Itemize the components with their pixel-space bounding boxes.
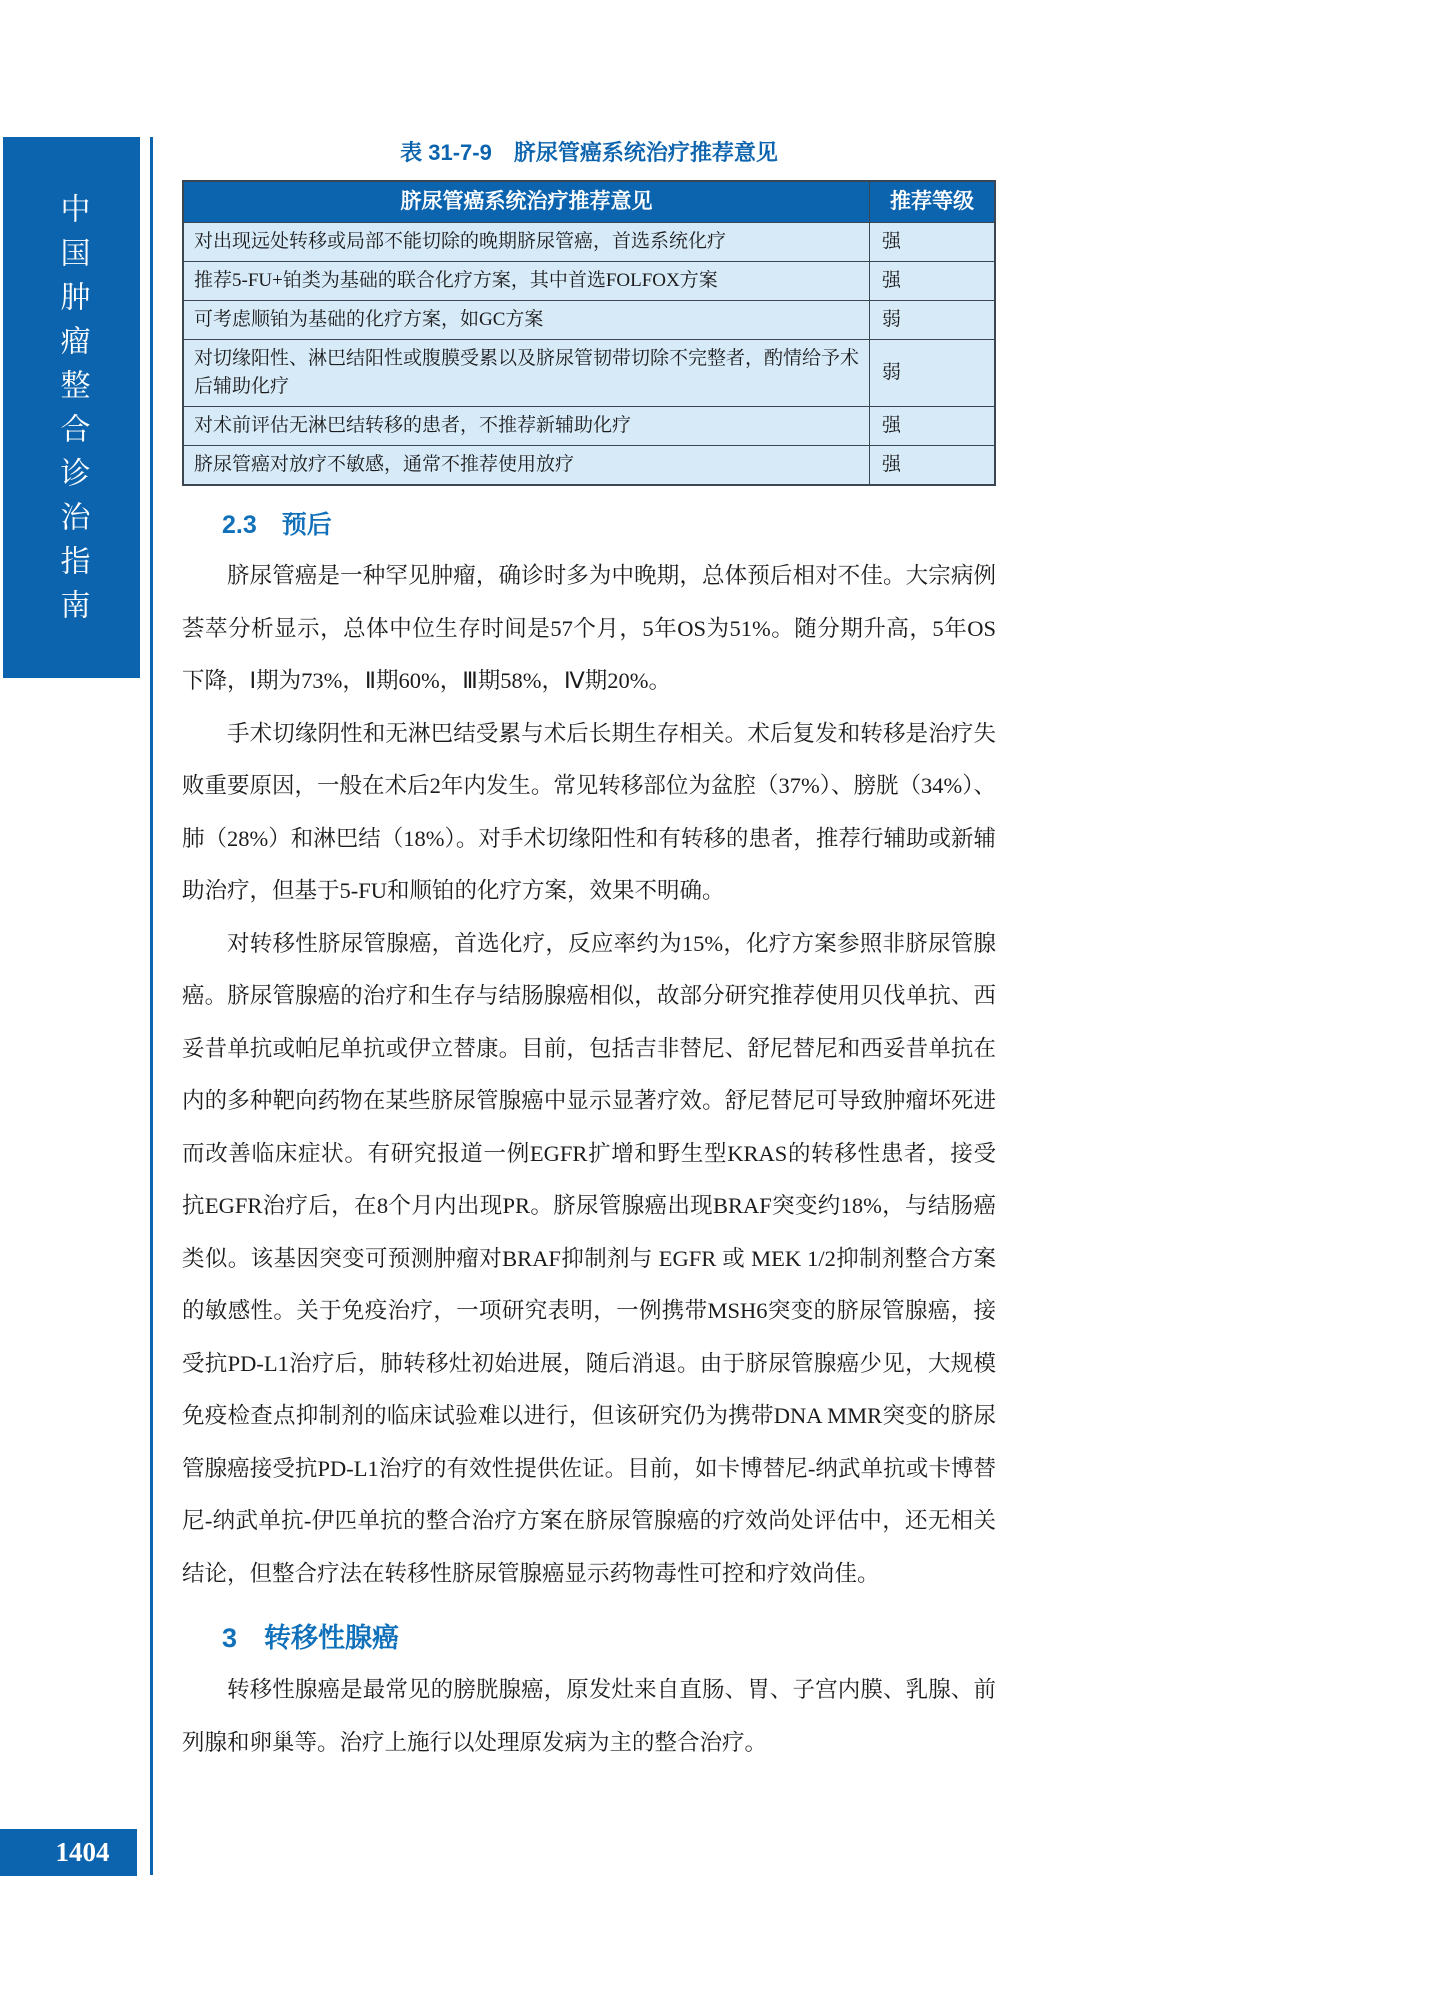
- vertical-divider-rule: [150, 137, 153, 1875]
- header-cell-grade: 推荐等级: [870, 181, 996, 223]
- page-number-badge: 1404: [0, 1829, 137, 1876]
- content-column: [182, 140, 996, 1769]
- table-row: [183, 301, 995, 340]
- table-row: [183, 223, 995, 262]
- table-row: [183, 262, 995, 301]
- cell-grade: 弱: [870, 301, 996, 340]
- cell-grade: 弱: [870, 340, 996, 407]
- paragraph-metastatic-1: 转移性腺癌是最常见的膀胱腺癌，原发灶来自直肠、胃、子宫内膜、乳腺、前列腺和卵巢等。治疗上施行以处理原发病为主的整合治疗。: [182, 1677, 996, 1755]
- cell-recommendation: 可考虑顺铂为基础的化疗方案，如GC方案: [183, 301, 870, 340]
- table-row: [183, 407, 995, 446]
- cell-recommendation: 对切缘阳性、淋巴结阳性或腹膜受累以及脐尿管韧带切除不完整者，酌情给予术后辅助化疗: [183, 340, 870, 407]
- cell-recommendation: 推荐5-FU+铂类为基础的联合化疗方案，其中首选FOLFOX方案: [183, 262, 870, 301]
- cell-recommendation: 对术前评估无淋巴结转移的患者，不推荐新辅助化疗: [183, 407, 870, 446]
- sidebar-vertical-title: 中国肿瘤整合诊治指南: [55, 193, 89, 633]
- table-row: [183, 446, 995, 486]
- cell-grade: 强: [870, 223, 996, 262]
- cell-grade: 强: [870, 262, 996, 301]
- paragraph-prognosis-3: 对转移性脐尿管腺癌，首选化疗，反应率约为15%，化疗方案参照非脐尿管腺癌。脐尿管腺癌的治疗和生存与结肠腺癌相似，故部分研究推荐使用贝伐单抗、西妥昔单抗或帕尼单抗或伊立替康。目前，包括吉非替尼、舒尼替尼和西妥昔单抗在内的多种靶向药物在某些脐尿管腺癌中显示显著疗效。舒尼替尼可导致肿瘤坏死进而改善临床症状。有研究报道一例EGFR扩增和野生型KRAS的转移性患者，接受抗EGFR治疗后，在8个月内出现PR。脐尿管腺癌出现BRAF突变约18%，与结肠癌类似。该基因突变可预测肿瘤对BRAF抑制剂与 EGFR 或 MEK 1/2抑制剂整合方案的敏感性。关于免疫治疗，一项研究表明，一例携带MSH6突变的脐尿管腺癌，接受抗PD-L1治疗后，肺转移灶初始进展，随后消退。由于脐尿管腺癌少见，大规模免疫检查点抑制剂的临床试验难以进行，但该研究仍为携带DNA MMR突变的脐尿管腺癌接受抗PD-L1治疗的有效性提供佐证。目前，如卡博替尼-纳武单抗或卡博替尼-纳武单抗-伊匹单抗的整合治疗方案在脐尿管腺癌的疗效尚处评估中，还无相关结论，但整合疗法在转移性脐尿管腺癌显示药物毒性可控和疗效尚佳。: [182, 930, 996, 1586]
- cell-recommendation: 脐尿管癌对放疗不敏感，通常不推荐使用放疗: [183, 446, 870, 486]
- cell-grade: 强: [870, 407, 996, 446]
- cell-grade: 强: [870, 446, 996, 486]
- table-header-row: [183, 181, 995, 223]
- table-row: [183, 340, 995, 407]
- paragraph-prognosis-1: 脐尿管癌是一种罕见肿瘤，确诊时多为中晚期，总体预后相对不佳。大宗病例荟萃分析显示，总体中位生存时间是57个月，5年OS为51%。随分期升高，5年OS下降，Ⅰ期为73%，Ⅱ期60%，Ⅲ期58%，Ⅳ期20%。: [182, 563, 996, 693]
- sidebar-brand-band: [3, 137, 140, 678]
- table-caption: 表 31-7-9 脐尿管癌系统治疗推荐意见: [400, 140, 778, 165]
- recommendation-table: [182, 180, 996, 486]
- section-heading-metastatic: 3 转移性腺癌: [222, 1623, 400, 1653]
- header-cell-recommendation: 脐尿管癌系统治疗推荐意见: [183, 181, 870, 223]
- cell-recommendation: 对出现远处转移或局部不能切除的晚期脐尿管癌，首选系统化疗: [183, 223, 870, 262]
- paragraph-prognosis-2: 手术切缘阴性和无淋巴结受累与术后长期生存相关。术后复发和转移是治疗失败重要原因，一般在术后2年内发生。常见转移部位为盆腔（37%）、膀胱（34%）、肺（28%）和淋巴结（18%）。对手术切缘阳性和有转移的患者，推荐行辅助或新辅助治疗，但基于5-FU和顺铂的化疗方案，效果不明确。: [182, 720, 996, 903]
- section-heading-prognosis: 2.3 预后: [222, 511, 332, 539]
